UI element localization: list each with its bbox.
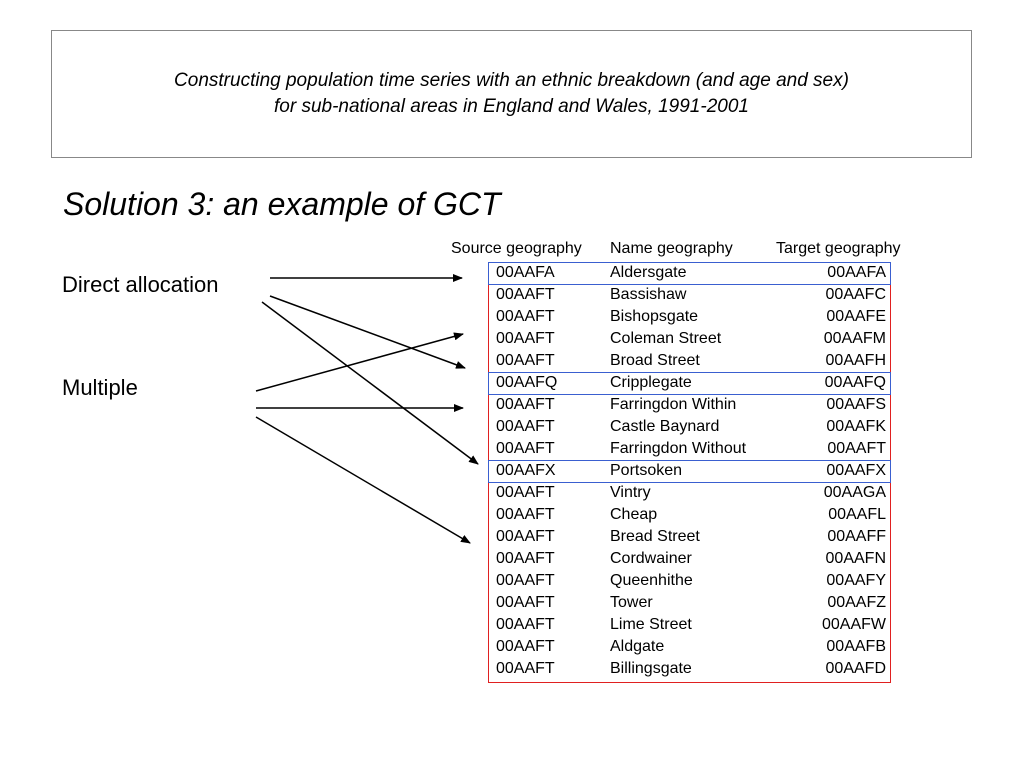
header-target: Target geography (776, 240, 901, 257)
row-source-cell: 00AAFT (496, 616, 555, 633)
title-line-1: Constructing population time series with an ethnic breakdown (and age and sex) (174, 70, 849, 91)
row-target-cell: 00AAFS (826, 396, 886, 413)
arrow-multiple-group-3 (256, 417, 470, 543)
title-line-2: for sub-national areas in England and Wales, 1991-2001 (274, 96, 749, 117)
row-name-cell: Cripplegate (610, 374, 692, 391)
row-source-cell: 00AAFT (496, 528, 555, 545)
row-name-cell: Billingsgate (610, 660, 692, 677)
row-name-cell: Vintry (610, 484, 651, 501)
row-name-cell: Broad Street (610, 352, 700, 369)
row-target-cell: 00AAFM (823, 330, 886, 347)
arrow-direct-cripplegate (270, 296, 465, 368)
row-source-cell: 00AAFT (496, 418, 555, 435)
row-source-cell: 00AAFT (496, 506, 555, 523)
row-target-cell: 00AAFZ (827, 594, 886, 611)
row-target-cell: 00AAFX (826, 462, 886, 479)
row-source-cell: 00AAFT (496, 308, 555, 325)
row-source-cell: 00AAFT (496, 594, 555, 611)
row-source-cell: 00AAFT (496, 484, 555, 501)
row-source-cell: 00AAFT (496, 572, 555, 589)
row-source-cell: 00AAFT (496, 660, 555, 677)
row-target-cell: 00AAFE (826, 308, 886, 325)
row-source-cell: 00AAFT (496, 440, 555, 457)
row-target-cell: 00AAFL (828, 506, 886, 523)
header-source: Source geography (451, 240, 582, 257)
row-source-cell: 00AAFT (496, 550, 555, 567)
direct-allocation-label: Direct allocation (62, 272, 219, 297)
row-target-cell: 00AAFN (825, 550, 886, 567)
row-target-cell: 00AAFD (825, 660, 886, 677)
row-name-cell: Cheap (610, 506, 658, 523)
row-name-cell: Cordwainer (610, 550, 692, 567)
row-target-cell: 00AAFQ (824, 374, 886, 391)
row-source-cell: 00AAFT (496, 330, 555, 347)
row-target-cell: 00AAFW (821, 616, 886, 633)
row-name-cell: Coleman Street (610, 330, 722, 347)
row-target-cell: 00AAGA (823, 484, 886, 501)
header-name: Name geography (610, 240, 733, 257)
row-source-cell: 00AAFT (496, 638, 555, 655)
row-target-cell: 00AAFY (826, 572, 886, 589)
row-target-cell: 00AAFT (827, 440, 886, 457)
multiple-label: Multiple (62, 375, 138, 400)
row-source-cell: 00AAFT (496, 396, 555, 413)
row-name-cell: Bread Street (610, 528, 700, 545)
row-name-cell: Farringdon Without (610, 440, 747, 457)
row-name-cell: Aldgate (610, 638, 665, 655)
row-name-cell: Aldersgate (610, 264, 687, 281)
row-name-cell: Farringdon Within (610, 396, 737, 413)
row-target-cell: 00AAFB (826, 638, 886, 655)
row-source-cell: 00AAFA (496, 264, 555, 281)
arrow-multiple-group-1 (256, 334, 463, 391)
row-source-cell: 00AAFQ (496, 374, 558, 391)
row-target-cell: 00AAFF (827, 528, 886, 545)
row-target-cell: 00AAFK (826, 418, 886, 435)
row-target-cell: 00AAFC (825, 286, 886, 303)
row-target-cell: 00AAFA (827, 264, 886, 281)
row-name-cell: Castle Baynard (610, 418, 720, 435)
row-source-cell: 00AAFT (496, 286, 555, 303)
row-source-cell: 00AAFT (496, 352, 555, 369)
slide-subtitle: Solution 3: an example of GCT (63, 186, 501, 222)
row-target-cell: 00AAFH (825, 352, 886, 369)
row-name-cell: Portsoken (610, 462, 683, 479)
row-name-cell: Bishopsgate (610, 308, 699, 325)
row-name-cell: Queenhithe (610, 572, 693, 589)
row-source-cell: 00AAFX (496, 462, 556, 479)
row-name-cell: Lime Street (610, 616, 692, 633)
row-name-cell: Tower (610, 594, 653, 611)
row-name-cell: Bassishaw (610, 286, 687, 303)
